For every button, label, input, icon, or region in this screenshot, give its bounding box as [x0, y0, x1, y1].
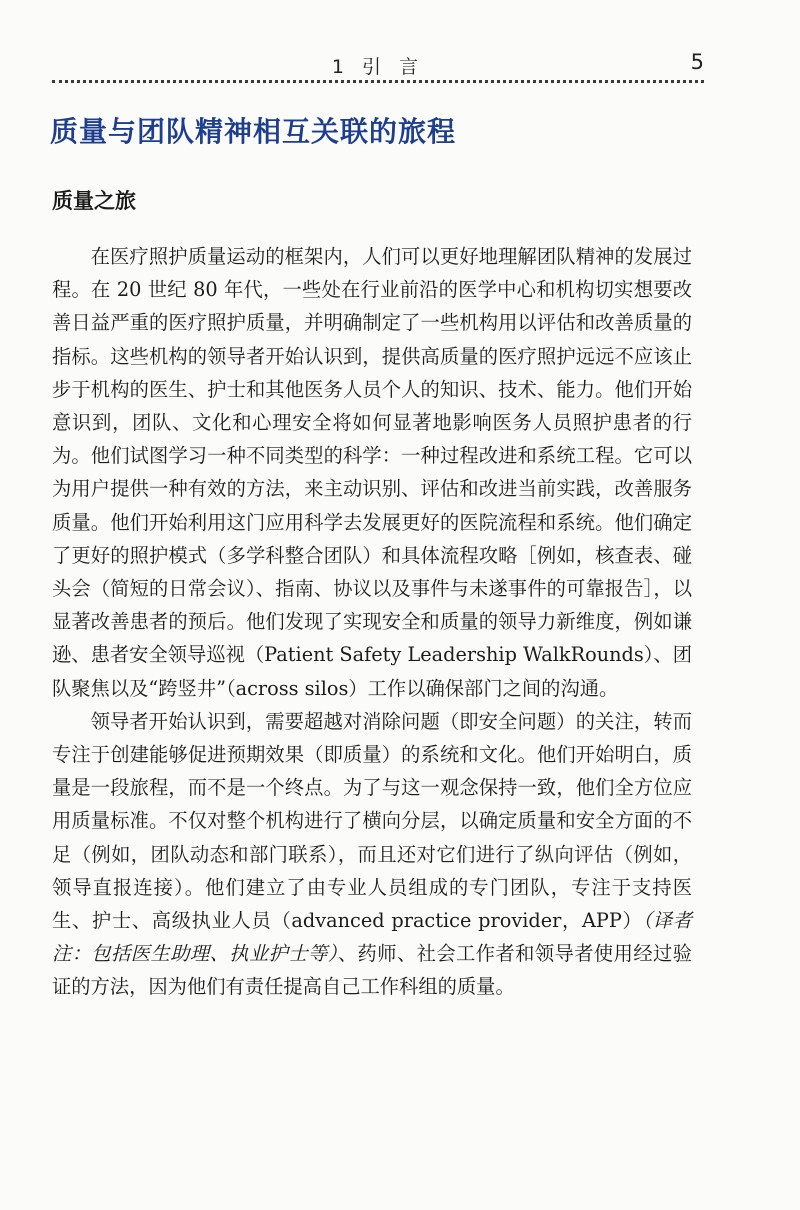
- translator-note: （译者注：包括医生助理、执业护士等）: [52, 909, 693, 966]
- section-title: 质量与团队精神相互关联的旅程: [50, 115, 457, 148]
- paragraph-1: 在医疗照护质量运动的框架内，人们可以更好地理解团队精神的发展过程。在 20 世纪 80 年代，一些处在行业前沿的医学中心和机构切实想要改善日益严重的医疗照护质量，并明确制定了一些机构用以评估和改善质量的指标。这些机构的领导者开始认识到，提供高质量的医疗照护远远不应该止步于机构的医生、护士和其他医务人员个人的知识、技术、能力。他们开始意识到，团队、文化和心理安全将如何显著地影响医务人员照护患者的行为。他们试图学习一种不同类型的科学：一种过程改进和系统工程。它可以为用户提供一种有效的方法，来主动识别、评估和改进当前实践，改善服务质量。他们开始利用这门应用科学去发展更好的医院流程和系统。他们确定了更好的照护模式（多学科整合团队）和具体流程攻略［例如，核查表、碰头会（简短的日常会议）、指南、协议以及事件与未遂事件的可靠报告］，以显著改善患者的预后。他们发现了实现安全和质量的领导力新维度，例如谦逊、患者安全领导巡视（Patient Safety Leadership WalkRounds）、团队聚焦以及“跨竖井”（across silos）工作以确保部门之间的沟通。: [52, 245, 692, 700]
- body-text: [52, 240, 692, 1004]
- subsection-title: 质量之旅: [52, 189, 136, 213]
- paragraph-2: [52, 705, 692, 1004]
- chapter-title: 1 引 言: [331, 56, 425, 78]
- page-number: 5: [690, 50, 704, 74]
- paragraph-2-text: 领导者开始认识到，需要超越对消除问题（即安全问题）的关注，转而专注于创建能够促进预期效果（即质量）的系统和文化。他们开始明白，质量是一段旅程，而不是一个终点。为了与这一观念保持一致，他们全方位应用质量标准。不仅对整个机构进行了横向分层，以确定质量和安全方面的不足（例如，团队动态和部门联系），而且还对它们进行了纵向评估（例如，领导直报连接）。他们建立了由专业人员组成的专门团队，专注于支持医生、护士、高级执业人员（advanced practice provider，APP）: [52, 709, 692, 933]
- running-header: [52, 50, 704, 83]
- paragraph-2-end: 、药师、社会工作者和领导者使用经过验证的方法，因为他们有责任提高自己工作科组的质量。: [52, 942, 693, 999]
